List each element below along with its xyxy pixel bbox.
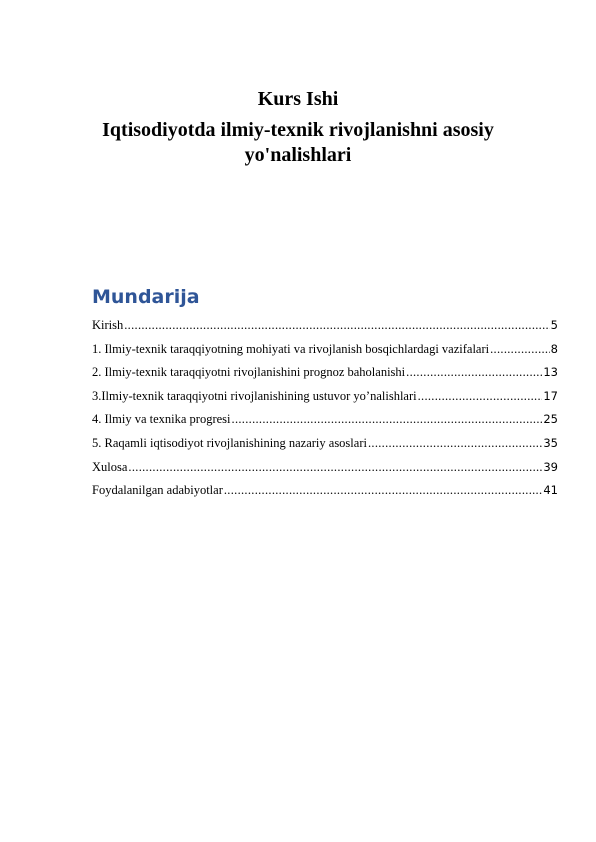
toc-dot-leader [490,342,550,357]
toc-entry-page: 25 [543,412,558,427]
toc-entry-label: Foydalanilgan adabiyotlar [92,483,223,498]
toc-entry-page: 39 [543,459,558,474]
toc-dot-leader [368,436,542,451]
toc-entry-page: 35 [543,435,558,450]
toc-entry-page: 8 [550,341,558,356]
toc-entry-page: 5 [550,318,558,332]
toc-entry-chapter-5[interactable] [92,436,558,451]
toc-entry-label: Xulosa [92,459,128,474]
toc-entry-kirish[interactable] [92,318,558,333]
toc-entry-label: 2. Ilmiy-texnik taraqqiyotni rivojlanishini prognoz baholanishi [92,365,406,380]
toc-entry-chapter-4[interactable] [92,412,558,427]
document-subtitle: Iqtisodiyotda ilmiy-texnik rivojlanishni asosiy yo'nalishlari [102,119,494,166]
toc-entry-label: 5. Raqamli iqtisodiyot rivojlanishining nazariy asoslari [92,435,367,450]
toc-entry-label: 4. Ilmiy va texnika progresi [92,412,231,427]
toc-entry-page: 41 [543,483,558,498]
toc-entry-page: 17 [543,388,558,403]
toc-entry-page: 13 [543,365,558,380]
toc-entry-label: Kirish [92,318,124,332]
toc-entry-label: 1. Ilmiy-texnik taraqqiyotning mohiyati va rivojlanish bosqichlardagi vazifalari [92,341,490,356]
toc-dot-leader [128,460,542,475]
toc-dot-leader [232,412,543,427]
toc-dot-leader [124,318,549,333]
toc-dot-leader [224,483,542,498]
toc-dot-leader [406,365,542,380]
toc-entry-references[interactable] [92,483,558,498]
toc-entry-chapter-3[interactable] [92,389,558,404]
toc-dot-leader [418,389,543,404]
toc-entry-chapter-1[interactable] [92,342,558,357]
toc-entry-xulosa[interactable] [92,460,558,475]
toc-entry-chapter-2[interactable] [92,365,558,380]
toc-heading: Mundarija [92,286,200,308]
course-label: Kurs Ishi [257,88,339,110]
title-block [60,86,536,168]
toc-entry-label: 3.Ilmiy-texnik taraqqiyotni rivojlanishining ustuvor yo’nalishlari [92,388,417,403]
table-of-contents [92,318,558,507]
